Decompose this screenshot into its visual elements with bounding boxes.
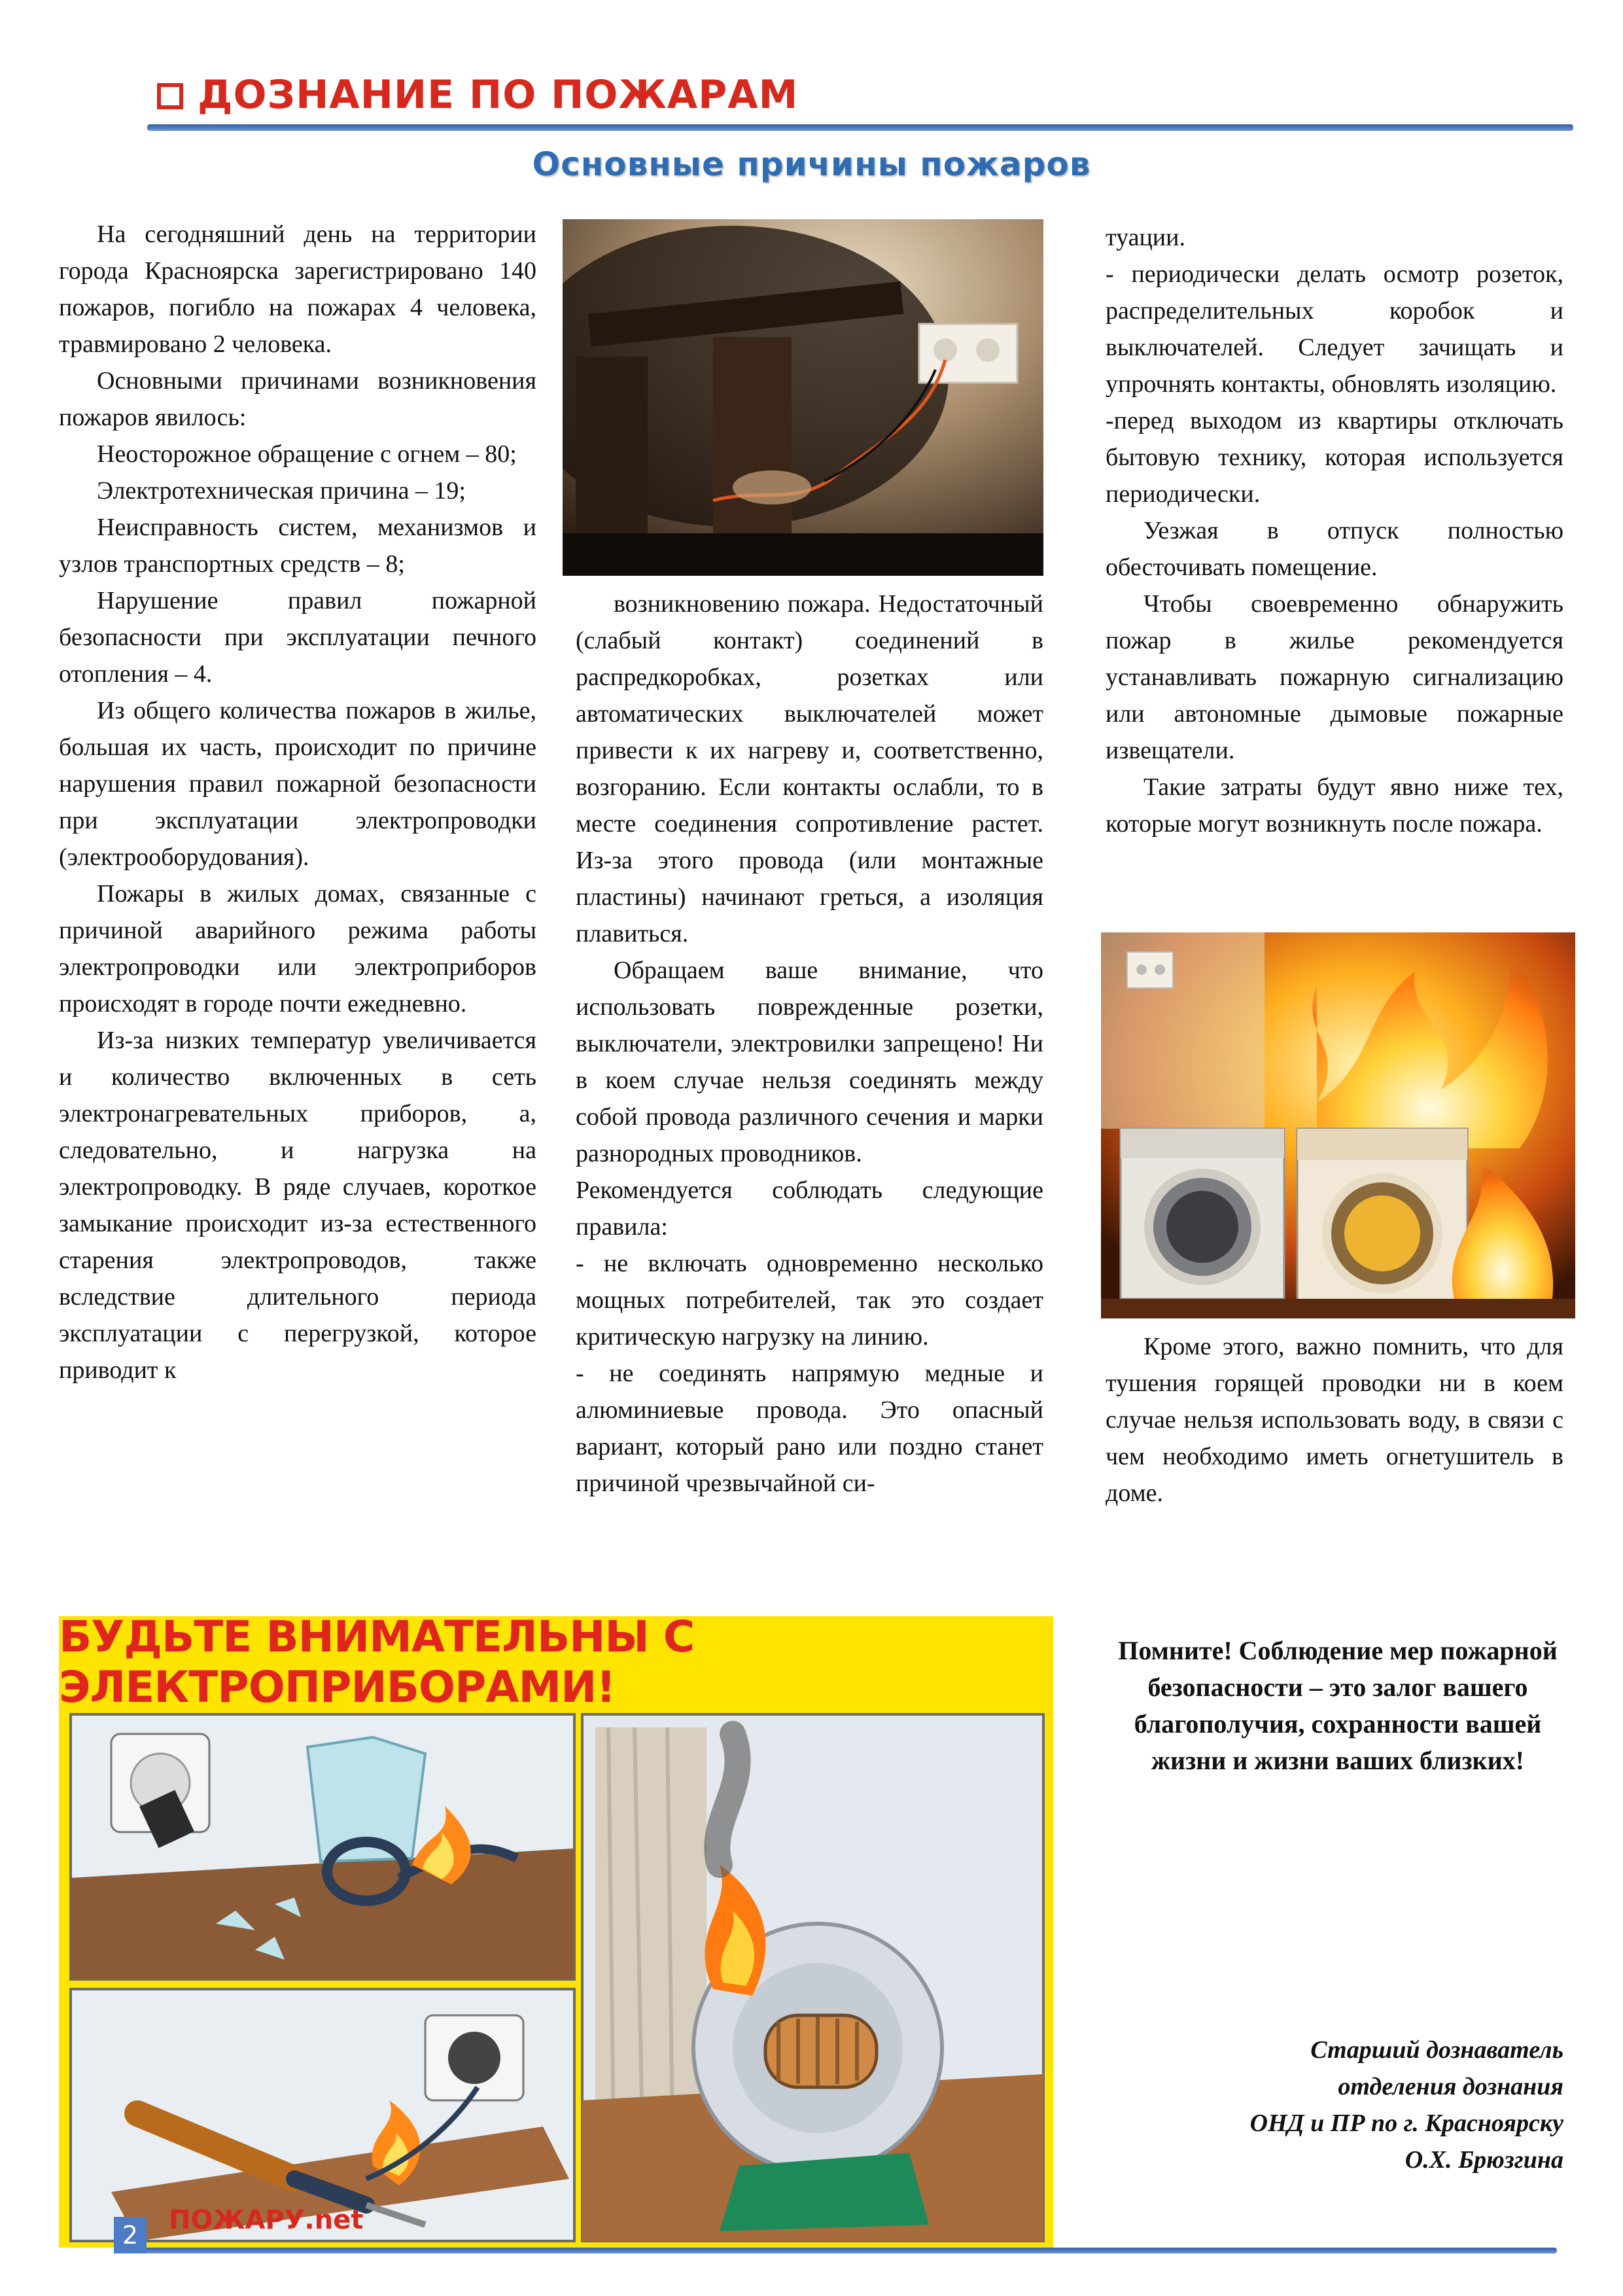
page-number: 2 xyxy=(114,2217,147,2253)
safety-poster xyxy=(59,1612,1053,2248)
paragraph: возникновению пожара. Недостаточный (слабый контакт) соединений в распредкоробках, розетках или автоматических выключателей может привести к их нагреву и, соответственно, возгоранию. Если контакты ослабли, то в месте соединения сопротивление растет. Из-за этого провода (или монтажные пластины) начинают греться, а изоляция плавиться. xyxy=(576,590,1043,947)
paragraph: Уезжая в отпуск полностью обесточивать помещение. xyxy=(1106,517,1563,581)
header-rule xyxy=(147,124,1573,131)
list-item: - не соединять напрямую медные и алюминиевые провода. Это опасный вариант, который рано или поздно станет причиной чрезвычайной си- xyxy=(576,1360,1043,1497)
author-signature xyxy=(1047,2032,1563,2178)
paragraph: Нарушение правил пожарной безопасности при эксплуатации печного отопления – 4. xyxy=(59,587,536,688)
poster-panel-fan-heater xyxy=(582,1714,1043,2241)
column-3-bottom xyxy=(1106,1328,1563,1511)
paragraph: Кроме этого, важно помнить, что для тушения горящей проводки ни в коем случае нельзя использовать воду, в связи с чем необходимо иметь огнетушитель в доме. xyxy=(1106,1333,1563,1507)
footer-rule xyxy=(118,2248,1557,2253)
paragraph: Основными причинами возникновения пожаров явилось: xyxy=(59,367,536,431)
washing-machine-fire-photo xyxy=(1101,932,1575,1318)
poster-illustrations xyxy=(59,1708,1053,2248)
paragraph: Обращаем ваше внимание, что использовать поврежденные розетки, выключатели, электровилки запрещено! Ни в коем случае нельзя соединять между собой провода различного сечения и марки разнородных проводников. xyxy=(576,957,1043,1167)
poster-banner: БУДЬТЕ ВНИМАТЕЛЬНЫ С ЭЛЕКТРОПРИБОРАМИ! xyxy=(59,1612,695,1712)
paragraph: Неисправность систем, механизмов и узлов транспортных средств – 8; xyxy=(59,514,536,578)
publication-brand: ПОЖАРУ.net xyxy=(169,2205,364,2235)
list-item: - не включать одновременно несколько мощных потребителей, так это создает критическую нагрузку на линию. xyxy=(576,1250,1043,1351)
paragraph: Такие затраты будут явно ниже тех, которые могут возникнуть после пожара. xyxy=(1106,773,1563,838)
author-name: О.Х. Брюзгина xyxy=(1405,2146,1563,2174)
burnt-socket-photo xyxy=(563,219,1043,576)
paragraph: Неосторожное обращение с огнем – 80; xyxy=(97,440,517,468)
column-3 xyxy=(1106,219,1563,842)
checkbox-icon xyxy=(157,83,183,109)
section-title-text: ДОЗНАНИЕ ПО ПОЖАРАМ xyxy=(198,72,799,118)
section-title xyxy=(157,72,798,118)
author-department: отделения дознания xyxy=(1338,2073,1563,2100)
paragraph: Из-за низких температур увеличивается и количество включенных в сеть электронагревательных приборов, а, следовательно, и нагрузка на электропроводку. В ряде случаев, короткое замыкание происходит из-за естественного старения электропроводов, также вследствие длительного периода эксплуатации с перегрузкой, которое приводит к xyxy=(59,1027,536,1384)
paragraph: На сегодняшний день на территории города Красноярска зарегистрировано 140 пожаров, погибло на пожарах 4 человека, травмировано 2 человека. xyxy=(59,221,536,358)
list-item: -перед выходом из квартиры отключать бытовую технику, которая используется периодически. xyxy=(1106,407,1563,508)
column-2 xyxy=(576,586,1043,1502)
paragraph: туации. xyxy=(1106,224,1185,251)
poster-panel-immersion-heater xyxy=(71,1714,574,1979)
paragraph: Рекомендуется соблюдать следующие правила: xyxy=(576,1176,1043,1241)
paragraph: Пожары в жилых домах, связанные с причиной аварийного режима работы электропроводки или электроприборов происходят в городе почти ежедневно. xyxy=(59,880,536,1017)
safety-callout: Помните! Соблюдение мер пожарной безопасности – это залог вашего благополучия, сохранности вашей жизни и жизни ваших близких! xyxy=(1118,1636,1558,1775)
author-title: Старший дознаватель xyxy=(1310,2036,1563,2064)
author-organization: ОНД и ПР по г. Красноярску xyxy=(1249,2110,1563,2137)
article-headline: Основные причины пожаров xyxy=(532,145,1091,183)
paragraph: Из общего количества пожаров в жилье, большая их часть, происходит по причине нарушения правил пожарной безопасности при эксплуатации электропроводки (электрооборудования). xyxy=(59,697,536,871)
paragraph: Чтобы своевременно обнаружить пожар в жилье рекомендуется устанавливать пожарную сигнализацию или автономные дымовые пожарные извещатели. xyxy=(1106,590,1563,764)
list-item: - периодически делать осмотр розеток, распределительных коробок и выключателей. Следует зачищать и упрочнять контакты, обновлять изоляцию. xyxy=(1106,260,1563,398)
column-1 xyxy=(59,216,536,1388)
poster-panel-soldering-iron xyxy=(71,1989,574,2241)
paragraph: Электротехническая причина – 19; xyxy=(97,477,466,504)
